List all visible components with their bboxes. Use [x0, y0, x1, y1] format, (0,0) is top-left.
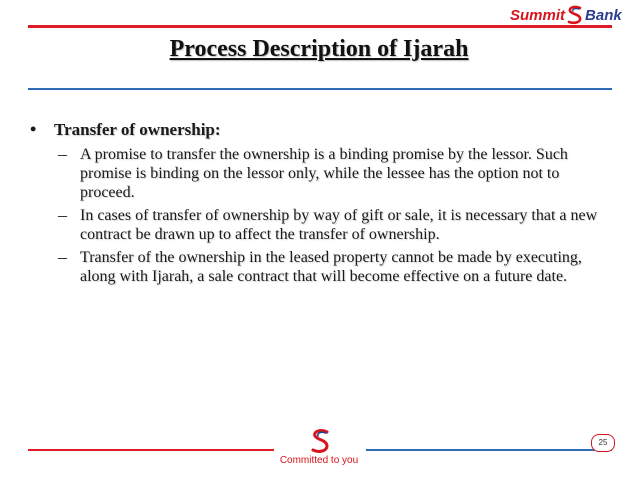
subpoint	[58, 206, 600, 244]
summit-bank-logo	[510, 5, 622, 25]
footer-s-logo-icon	[309, 428, 333, 454]
main-bullet	[30, 120, 600, 139]
dash-marker: –	[58, 144, 67, 164]
subpoint	[58, 248, 600, 286]
footer-blue-rule	[366, 449, 612, 451]
bullet-dot: •	[30, 119, 37, 139]
slide-content	[30, 120, 600, 290]
subpoint-text: Transfer of the ownership in the leased property cannot be made by executing, along with Ijarah, a sale contract that will become effective on a future date.	[80, 249, 582, 285]
dash-marker: –	[58, 205, 67, 225]
subpoint	[58, 145, 600, 202]
brand-word-summit: Summit	[510, 6, 566, 24]
footer-tagline: Committed to you	[279, 455, 359, 466]
subpoint-text: In cases of transfer of ownership by way of gift or sale, it is necessary that a new contract be drawn up to affect the transfer of ownership.	[80, 207, 598, 243]
subpoint-text: A promise to transfer the ownership is a binding promise by the lessor. Such promise is binding on the lessor only, while the lessee has the option not to proceed.	[80, 146, 568, 201]
page-number: 25	[591, 434, 615, 452]
footer-red-rule	[28, 449, 274, 451]
title-blue-rule	[28, 88, 612, 90]
header-red-rule	[28, 25, 612, 28]
bullet-label: Transfer of ownership:	[54, 120, 221, 139]
s-logo-icon	[566, 5, 584, 25]
brand-word-bank: Bank	[585, 6, 622, 24]
dash-marker: –	[58, 247, 67, 267]
slide-title: Process Description of Ijarah	[169, 36, 469, 62]
